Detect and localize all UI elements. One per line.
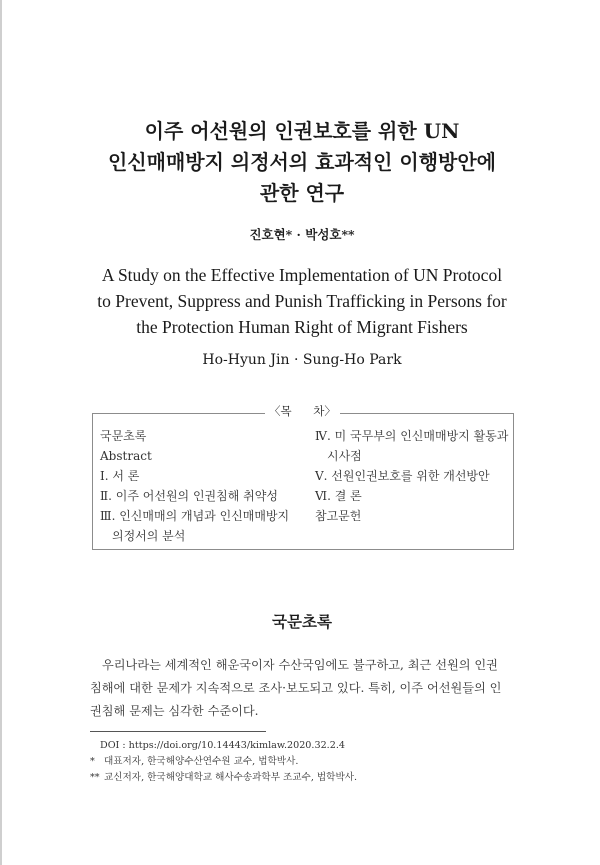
toc-item-us-state-dept[interactable]: Ⅳ. 미 국무부의 인신매매방지 활동과	[315, 429, 509, 443]
footnote-divider	[90, 731, 266, 732]
toc-item-us-state-dept-cont[interactable]: 시사점	[327, 449, 362, 463]
footnote-1	[90, 754, 520, 770]
footnote-doi[interactable]: DOI : https://doi.org/10.14443/kimlaw.2020.32.2.4	[100, 740, 345, 751]
toc-item-protocol-analysis[interactable]: Ⅲ. 인신매매의 개념과 인신매매방지	[100, 509, 290, 523]
toc-item-abstract-en[interactable]: Abstract	[100, 449, 152, 463]
toc-left-column	[100, 426, 305, 546]
korean-title-line-1: 이주 어선원의 인권보호를 위한 UN	[144, 119, 460, 143]
toc-item-improvements[interactable]: Ⅴ. 선원인권보호를 위한 개선방안	[315, 469, 490, 483]
footnote-1-text: 대표저자, 한국해양수산연수원 교수, 법학박사.	[104, 756, 299, 767]
abstract-body	[90, 654, 525, 723]
korean-title	[2, 116, 600, 209]
toc-right-column	[315, 426, 515, 526]
toc-item-abstract-kr[interactable]: 국문초록	[100, 429, 147, 443]
footnote-2-text: 교신저자, 한국해양대학교 해사수송과학부 조교수, 법학박사.	[104, 772, 358, 783]
english-title-line-3: the Protection Human Right of Migrant Fishers	[136, 317, 468, 337]
table-of-contents-caption: 〈목 차〉	[265, 403, 340, 419]
abstract-line-2: 침해에 대한 문제가 지속적으로 조사·보도되고 있다. 특히, 이주 어선원들의 인	[90, 681, 502, 695]
toc-item-protocol-analysis-cont[interactable]: 의정서의 분석	[112, 529, 186, 543]
toc-item-conclusion[interactable]: Ⅵ. 결 론	[315, 489, 362, 503]
footnote-1-mark: *	[90, 756, 95, 767]
footnote-2-mark: **	[90, 772, 100, 783]
korean-title-line-2: 인신매매방지 의정서의 효과적인 이행방안에	[108, 150, 496, 174]
english-title-line-2: to Prevent, Suppress and Punish Trafficking in Persons for	[97, 291, 507, 311]
toc-item-introduction[interactable]: Ⅰ. 서 론	[100, 469, 140, 483]
english-title	[2, 262, 600, 340]
toc-item-vulnerability[interactable]: Ⅱ. 이주 어선원의 인권침해 취약성	[100, 489, 278, 503]
abstract-line-1: 우리나라는 세계적인 해운국이자 수산국임에도 불구하고, 최근 선원의 인권	[102, 658, 498, 672]
english-title-line-1: A Study on the Effective Implementation of UN Protocol	[101, 265, 503, 285]
abstract-heading: 국문초록	[272, 612, 332, 631]
abstract-line-3: 권침해 문제는 심각한 수준이다.	[90, 704, 259, 718]
toc-item-references[interactable]: 참고문헌	[315, 509, 362, 523]
english-authors: Ho-Hyun Jin · Sung-Ho Park	[202, 352, 402, 368]
footnote-2	[90, 770, 520, 786]
korean-authors: 진호현* · 박성호**	[249, 227, 355, 242]
footnotes	[90, 738, 520, 786]
korean-title-line-3: 관한 연구	[259, 181, 345, 205]
